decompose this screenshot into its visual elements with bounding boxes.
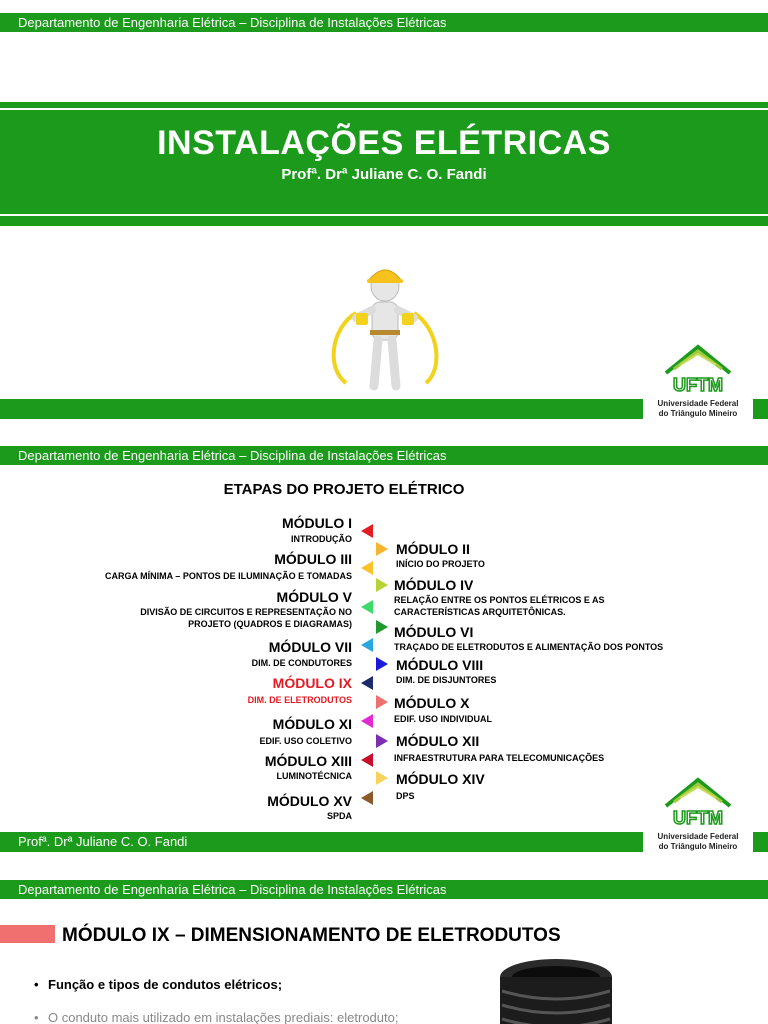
department-header: Departamento de Engenharia Elétrica – Disciplina de Instalações Elétricas <box>0 880 768 899</box>
module-desc: INÍCIO DO PROJETO <box>396 559 485 569</box>
bullet-dot-icon: • <box>34 1010 39 1024</box>
module-desc: LUMINOTÉCNICA <box>276 771 352 781</box>
module-title: MÓDULO III <box>274 551 352 567</box>
bullet-text: Função e tipos de condutos elétricos; <box>48 977 283 992</box>
module-marker-icon <box>376 620 388 634</box>
module-desc: CARACTERÍSTICAS ARQUITETÔNICAS. <box>394 607 566 617</box>
slide-gap <box>0 421 768 433</box>
module-marker-icon <box>376 734 388 748</box>
module-heading: MÓDULO IX – DIMENSIONAMENTO DE ELETRODUTOS <box>62 925 561 946</box>
module-marker-icon <box>361 676 373 690</box>
heading-accent <box>0 925 55 943</box>
svg-text:UFTM: UFTM <box>673 375 723 395</box>
slide-module-ix <box>0 867 768 1024</box>
footer-bar: Profª. Drª Juliane C. O. Fandi <box>0 832 768 852</box>
module-title: MÓDULO XV <box>267 793 352 809</box>
bullet-item <box>34 977 282 992</box>
logo-line-2: do Triângulo Mineiro <box>658 842 738 851</box>
module-desc: INTRODUÇÃO <box>291 534 352 544</box>
module-desc: CARGA MÍNIMA – PONTOS DE ILUMINAÇÃO E TOMADAS <box>104 571 352 581</box>
module-marker-icon <box>376 542 388 556</box>
module-title: MÓDULO XII <box>396 733 480 749</box>
module-marker-icon <box>376 695 388 709</box>
title-band <box>0 102 768 226</box>
module-title: MÓDULO XIII <box>264 753 352 769</box>
logo-line-2: do Triângulo Mineiro <box>658 409 738 418</box>
module-title: MÓDULO I <box>282 515 352 531</box>
bullet-dot-icon: • <box>34 977 39 992</box>
module-marker-icon <box>361 524 373 538</box>
slide-gap <box>0 855 768 867</box>
module-title: MÓDULO XI <box>272 716 352 732</box>
module-marker-icon <box>376 657 388 671</box>
electrician-figure-icon <box>326 258 444 398</box>
module-title: MÓDULO XIV <box>396 771 485 787</box>
divider <box>0 108 768 110</box>
module-title: MÓDULO VIII <box>396 657 484 673</box>
module-marker-icon <box>361 753 373 767</box>
module-marker-icon <box>361 600 373 614</box>
svg-text:UFTM: UFTM <box>673 808 723 828</box>
module-marker-icon <box>361 791 373 805</box>
module-desc: EDIF. USO COLETIVO <box>259 736 352 746</box>
module-desc: TRAÇADO DE ELETRODUTOS E ALIMENTAÇÃO DOS PONTOS <box>394 642 664 652</box>
module-desc: SPDA <box>326 811 352 821</box>
module-desc: DIM. DE DISJUNTORES <box>396 675 497 685</box>
module-title: MÓDULO II <box>396 541 470 557</box>
module-desc: INFRAESTRUTURA PARA TELECOMUNICAÇÕES <box>394 753 605 763</box>
module-title: MÓDULO VI <box>394 624 474 640</box>
slide-title <box>0 0 768 421</box>
university-logo <box>643 776 753 855</box>
module-marker-icon <box>376 771 388 785</box>
module-marker-icon <box>361 714 373 728</box>
slide-etapas <box>0 433 768 855</box>
bullet-text: O conduto mais utilizado em instalações prediais: eletroduto; <box>48 1010 399 1024</box>
module-desc: PROJETO (QUADROS E DIAGRAMAS) <box>188 619 352 629</box>
department-header: Departamento de Engenharia Elétrica – Disciplina de Instalações Elétricas <box>0 446 768 465</box>
module-desc: DPS <box>396 791 415 801</box>
module-title-active: MÓDULO IX <box>272 675 352 691</box>
section-title: ETAPAS DO PROJETO ELÉTRICO <box>223 481 465 498</box>
uftm-logo-icon <box>660 343 736 395</box>
module-title: MÓDULO IV <box>394 577 474 593</box>
university-logo <box>643 343 753 421</box>
module-marker-icon <box>376 578 388 592</box>
module-marker-icon <box>361 638 373 652</box>
corrugated-conduit-icon <box>496 957 616 1024</box>
module-title: MÓDULO VII <box>268 639 352 655</box>
department-header: Departamento de Engenharia Elétrica – Disciplina de Instalações Elétricas <box>0 13 768 32</box>
module-marker-icon <box>361 561 373 575</box>
module-desc: DIM. DE CONDUTORES <box>251 658 352 668</box>
module-title: MÓDULO V <box>276 589 352 605</box>
module-title: MÓDULO X <box>394 695 470 711</box>
logo-line-1: Universidade Federal <box>657 832 739 841</box>
module-desc: DIVISÃO DE CIRCUITOS E REPRESENTAÇÃO NO <box>140 607 352 617</box>
logo-line-1: Universidade Federal <box>657 399 739 408</box>
bullet-item <box>34 1010 398 1024</box>
page-title: INSTALAÇÕES ELÉTRICAS <box>157 124 611 162</box>
divider <box>0 214 768 216</box>
module-desc: RELAÇÃO ENTRE OS PONTOS ELÉTRICOS E AS <box>394 595 605 605</box>
author-subtitle: Profª. Drª Juliane C. O. Fandi <box>281 166 487 183</box>
module-desc: EDIF. USO INDIVIDUAL <box>394 714 493 724</box>
uftm-logo-icon <box>660 776 736 828</box>
module-desc-active: DIM. DE ELETRODUTOS <box>247 695 352 705</box>
